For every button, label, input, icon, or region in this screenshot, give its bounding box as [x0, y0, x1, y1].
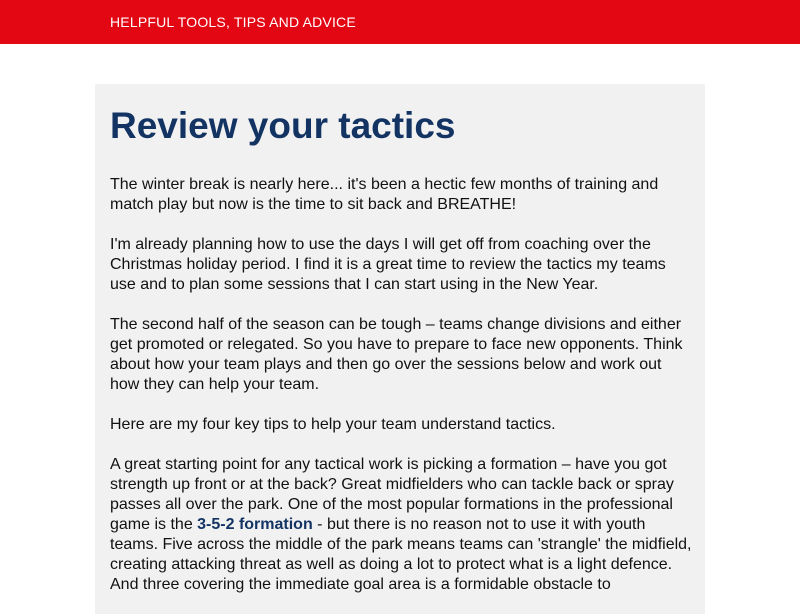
article-title: Review your tactics — [110, 105, 456, 146]
article-body — [110, 175, 692, 614]
paragraph-season: The second half of the season can be tough – teams change divisions and either get promoted or relegated. So you have to prepare to face new opponents. Think about how your team plays and then go over the sessions below and work out how they can help your team. — [110, 316, 683, 393]
paragraph-planning: I'm already planning how to use the days I will get off from coaching over the Christmas holiday period. I find it is a great time to review the tactics my teams use and to plan some sessions that I can start using in the New Year. — [110, 236, 666, 293]
site-header-bar — [0, 0, 800, 44]
paragraph-key-tips: Here are my four key tips to help your team understand tactics. — [110, 416, 556, 433]
formation-link[interactable]: 3-5-2 formation — [197, 516, 313, 533]
formation-text-before: A great starting point for any tactical work is picking a formation – have you got strength up front or at the back? Great midfielders who can tackle back or spray passes all over the park. One of the most popular formations in the professional game is the — [110, 456, 674, 533]
site-tagline: HELPFUL TOOLS, TIPS AND ADVICE — [110, 14, 356, 30]
paragraph-formation — [110, 455, 692, 595]
formation-text-after: - but there is no reason not to use it with youth teams. Five across the middle of the park means teams can 'strangle' the midfield, creating attacking threat as well as doing a lot to protect what is a light defence. And three covering the immediate goal area is a formidable obstacle to — [110, 516, 692, 593]
paragraph-intro: The winter break is nearly here... it's been a hectic few months of training and match play but now is the time to sit back and BREATHE! — [110, 176, 659, 213]
article-panel — [95, 84, 705, 614]
